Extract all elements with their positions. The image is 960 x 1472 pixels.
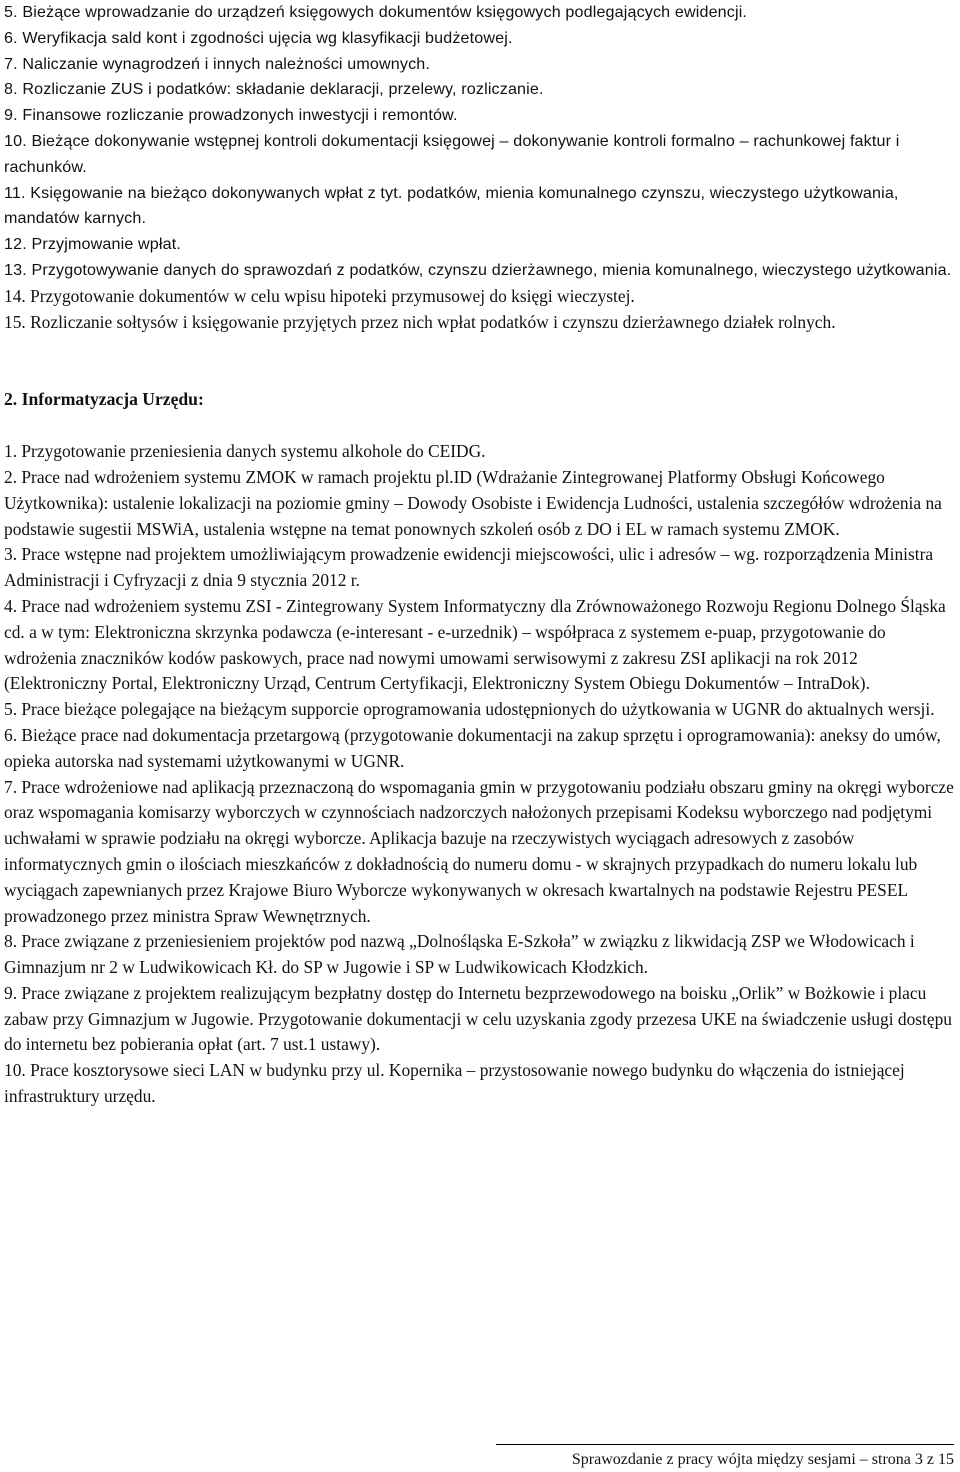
list-item: 1. Przygotowanie przeniesienia danych systemu alkohole do CEIDG. bbox=[4, 441, 486, 462]
spacer bbox=[4, 413, 954, 439]
spacer bbox=[4, 335, 954, 387]
document-page bbox=[4, 0, 959, 1110]
list-item: 8. Prace związane z przeniesieniem projektów pod nazwą „Dolnośląska E-Szkoła” w związku z likwidacją ZSP we Włodowicach i Gimnazjum nr 2 w Ludwikowicach Kł. do SP w Jugowie i SP w Ludwikowicach Kłodzkich. bbox=[4, 931, 920, 978]
list-item: 5. Prace bieżące polegające na bieżącym supporcie oprogramowania udostępnionych do użytkowania w UGNR do aktualnych wersji. bbox=[4, 699, 935, 720]
footer-divider bbox=[496, 1444, 954, 1445]
list-item: 4. Prace nad wdrożeniem systemu ZSI - Zintegrowany System Informatyczny dla Zrównoważonego Rozwoju Regionu Dolnego Śląska cd. a w tym: Elektroniczna skrzynka podawcza (e-interesant - e-urzednik) – współpraca z systemem e-puap, przygotowanie do wdrożenia znaczników kodów paskowych, prace nad nowymi umowami serwisowymi z zakresu ZSI aplikacji na rok 2012 (Elektroniczny Portal, Elektroniczny Urząd, Centrum Certyfikacji, Elektroniczny System Obiegu Dokumentów – IntraDok). bbox=[4, 595, 951, 694]
list-item: 3. Prace wstępne nad projektem umożliwiającym prowadzenie ewidencji miejscowości, ulic i adresów – wg. rozporządzenia Ministra Administracji i Cyfryzacji z dnia 9 stycznia 2012 r. bbox=[4, 544, 937, 591]
list-item: 11. Księgowanie na bieżąco dokonywanych wpłat z tyt. podatków, mienia komunalnego czynszu, wieczystego użytkowania, mandatów karnych. bbox=[4, 183, 904, 228]
list-item: 12. Przyjmowanie wpłat. bbox=[4, 235, 181, 254]
list-item: 2. Prace nad wdrożeniem systemu ZMOK w ramach projektu pl.ID (Wdrażanie Zintegrowanej Platformy Obsługi Końcowego Użytkownika): ustalenie lokalizacji na poziomie gminy – Dowody Osobiste i Ewidencja Ludności, ustalenia szczegółów wdrożenia na podstawie sugestii MSWiA, ustalenia wstępne na temat ponownych szkoleń osób z DO i EL w ramach systemu ZMOK. bbox=[4, 466, 947, 539]
list-item: 13. Przygotowywanie danych do sprawozdań z podatków, czynszu dzierżawnego, mienia komunalnego, wieczystego użytkowania. bbox=[4, 260, 952, 279]
list-item: 10. Bieżące dokonywanie wstępnej kontroli dokumentacji księgowej – dokonywanie kontroli formalno – rachunkowej faktur i rachunków. bbox=[4, 131, 905, 176]
section-heading: 2. Informatyzacja Urzędu: bbox=[4, 389, 204, 410]
list-item: 8. Rozliczanie ZUS i podatków: składanie deklaracji, przelewy, rozliczanie. bbox=[4, 80, 544, 99]
list-item: 9. Prace związane z projektem realizującym bezpłatny dostęp do Internetu bezprzewodowego na boisku „Orlik” w Bożkowie i placu zabaw przy Gimnazjum w Jugowie. Przygotowanie dokumentacji w celu uzyskania zgody przezesa UKE na świadczenie usługi dostępu do internetu bez pobierania opłat (art. 7 ust.1 ustawy). bbox=[4, 982, 957, 1055]
list-item: 7. Naliczanie wynagrodzeń i innych należności umownych. bbox=[4, 54, 431, 73]
list-item: 5. Bieżące wprowadzanie do urządzeń księgowych dokumentów księgowych podlegających ewidencji. bbox=[4, 3, 748, 21]
list-item: 9. Finansowe rozliczanie prowadzonych inwestycji i remontów. bbox=[4, 106, 458, 125]
section2-list bbox=[4, 439, 959, 1110]
list-item: 14. Przygotowanie dokumentów w celu wpisu hipoteki przymusowej do księgi wieczystej. bbox=[4, 285, 635, 306]
page-footer: Sprawozdanie z pracy wójta między sesjami – strona 3 z 15 bbox=[571, 1451, 954, 1468]
list-item: 7. Prace wdrożeniowe nad aplikacją przeznaczoną do wspomagania gmin w przygotowaniu podziału obszaru gminy na okręgi wyborcze oraz wspomagania komisarzy wyborczych w czynnościach nadzorczych nałożonych przepisami Kodeksu wyborczego nad podjętymi uchwałami w sprawie podziału na okręgi wyborcze. Aplikacja bazuje na rzeczywistych wyciągach adresowych z zasobów informatycznych gmin o ilościach mieszkańców z dokładnością do numeru domu - w skrajnych przypadkach do numeru lokalu lub wyciągach zapewnianych przez Krajowe Biuro Wyborcze wykonywanych w okresach kwartalnych na podstawie Rejestru PESEL prowadzonego przez ministra Spraw Wewnętrznych. bbox=[4, 776, 959, 926]
section1-list bbox=[4, 0, 954, 335]
list-item: 15. Rozliczanie sołtysów i księgowanie przyjętych przez nich wpłat podatków i czynszu dzierżawnego działek rolnych. bbox=[4, 311, 836, 332]
list-item: 10. Prace kosztorysowe sieci LAN w budynku przy ul. Kopernika – przystosowanie nowego budynku do włączenia do istniejącej infrastruktury urzędu. bbox=[4, 1060, 910, 1107]
list-item: 6. Bieżące prace nad dokumentacja przetargową (przygotowanie dokumentacji na zakup sprzętu i oprogramowania): aneksy do umów, opieka autorska nad systemami użytkowanymi w UGNR. bbox=[4, 724, 946, 771]
list-item: 6. Weryfikacja sald kont i zgodności ujęcia wg klasyfikacji budżetowej. bbox=[4, 28, 513, 47]
